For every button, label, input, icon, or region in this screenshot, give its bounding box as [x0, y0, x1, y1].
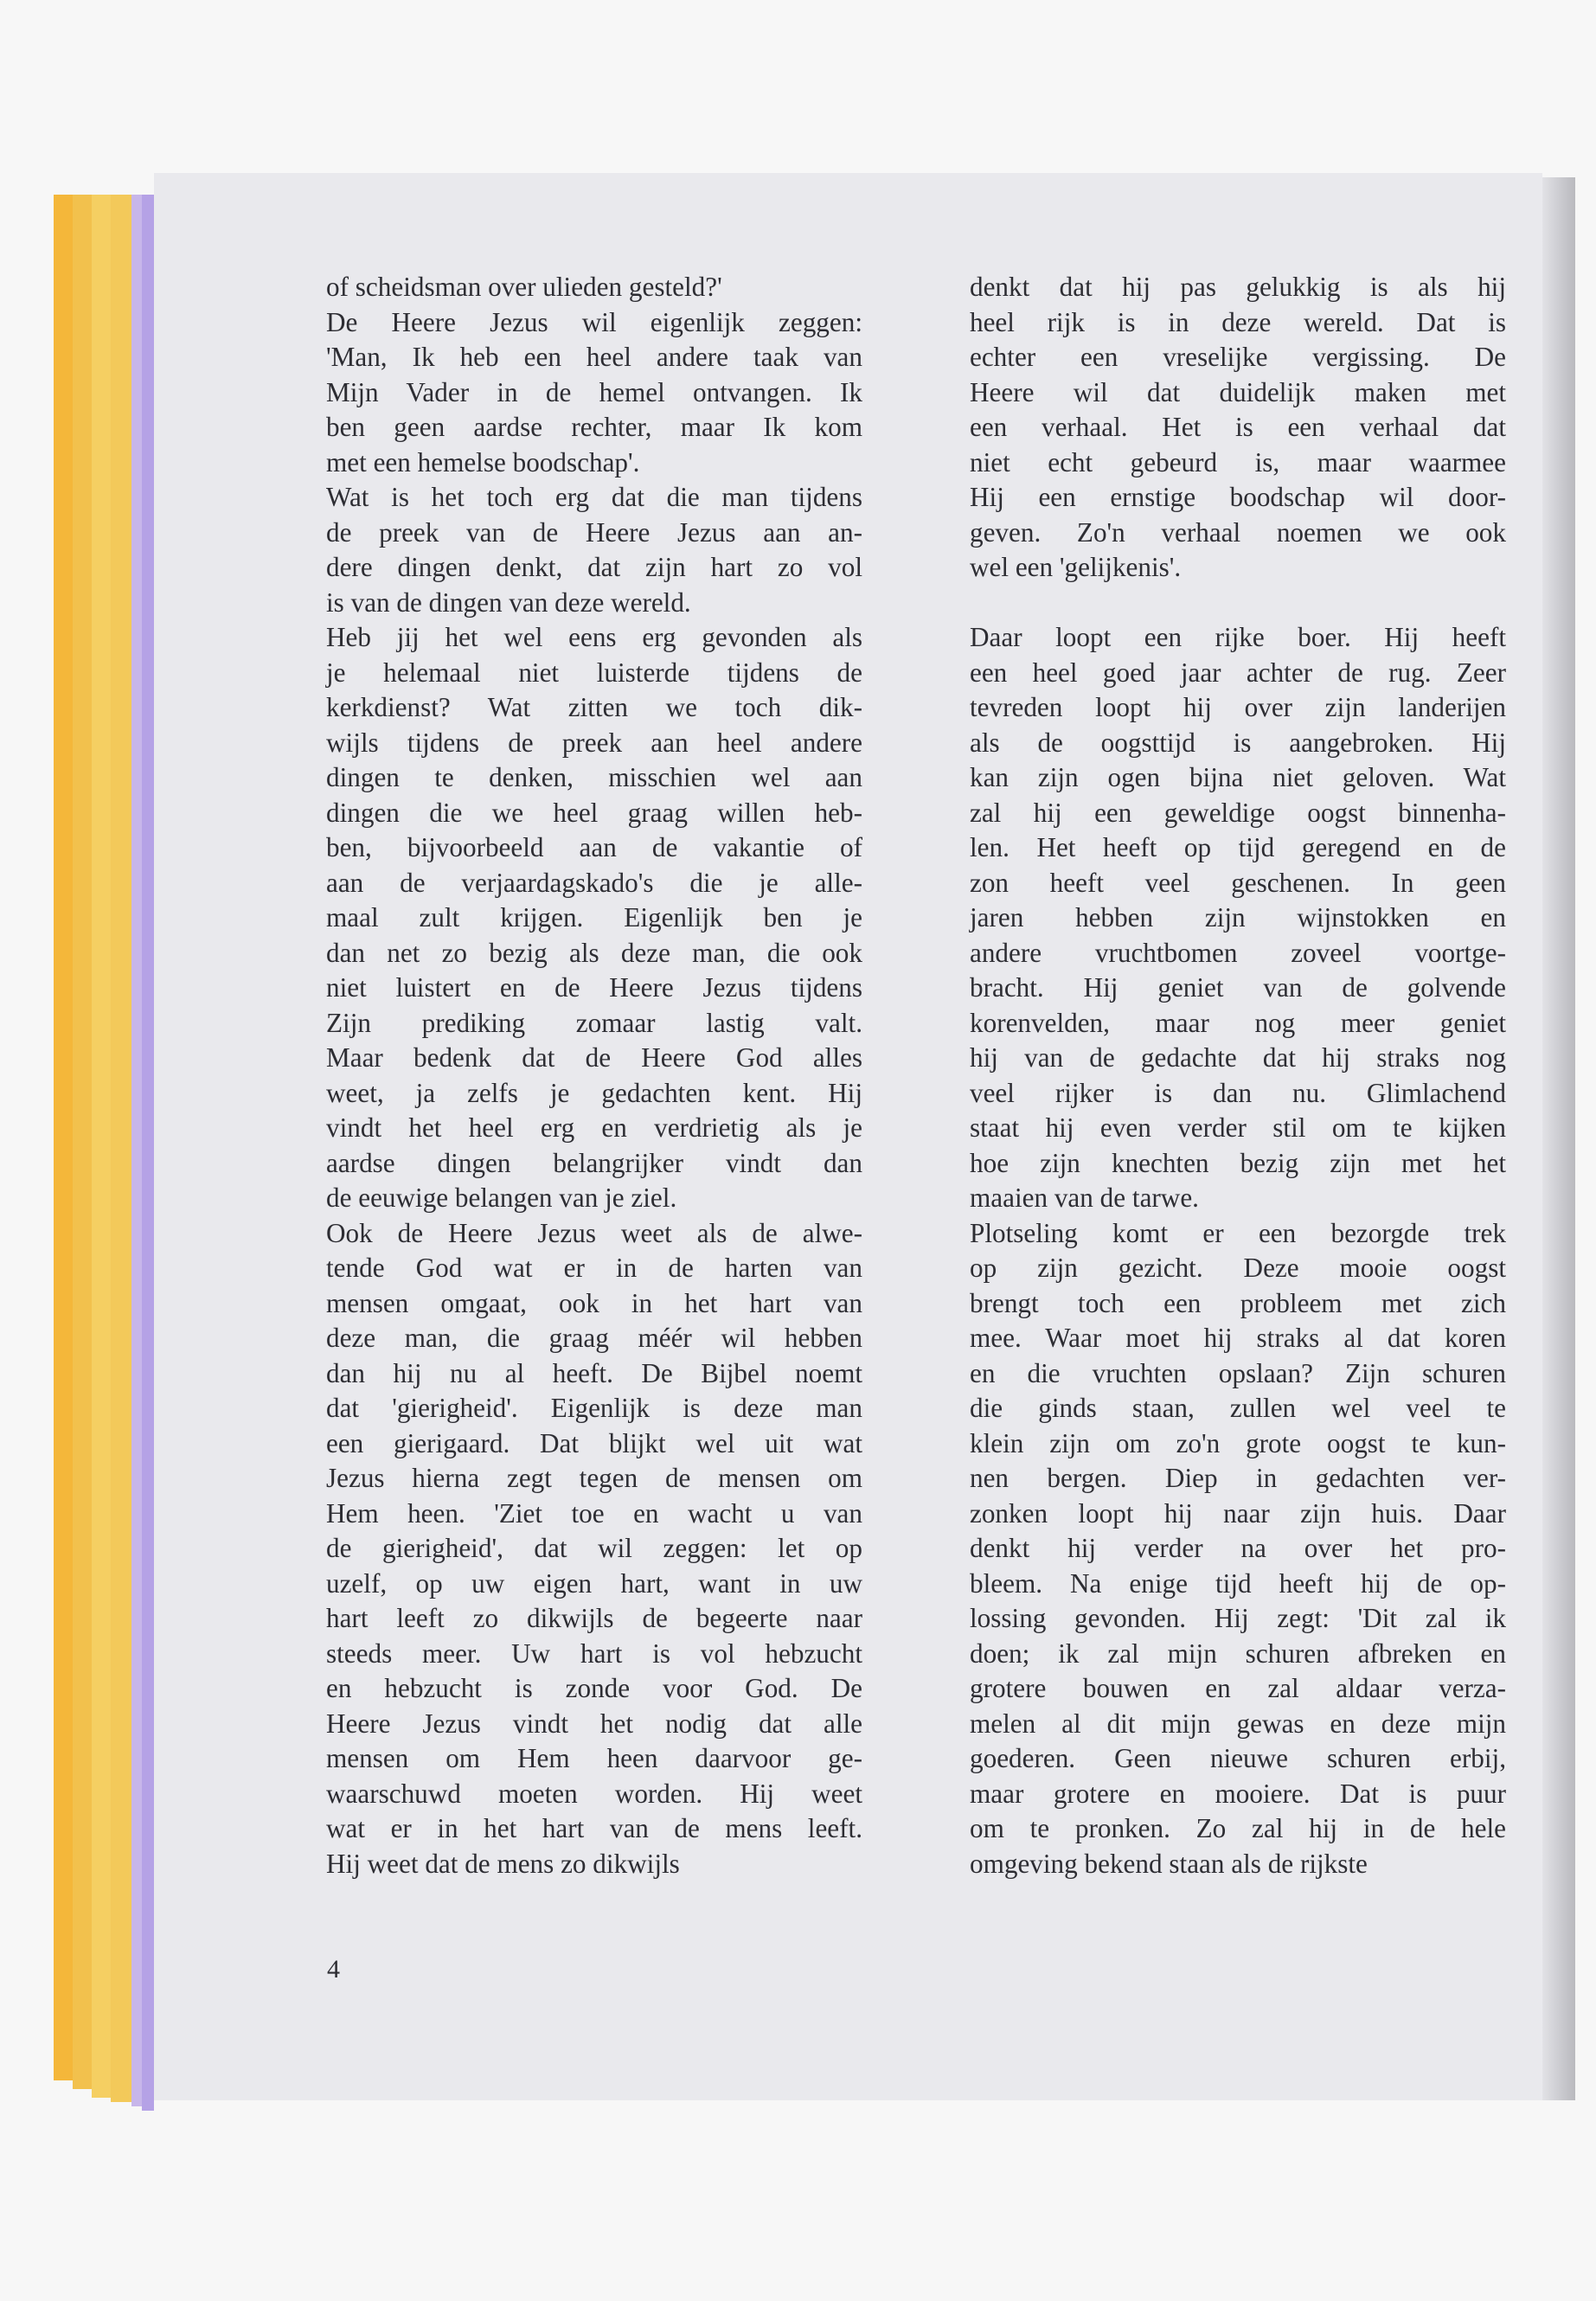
text-line: Daar loopt een rijke boer. Hij heeft [970, 622, 1506, 652]
text-line: mensen omgaat, ook in het hart van [326, 1287, 862, 1318]
text-line: lossing gevonden. Hij zegt: 'Dit zal ik [970, 1603, 1506, 1633]
text-line: veel rijker is dan nu. Glimlachend [970, 1077, 1506, 1108]
text-line: denkt hij verder na over het pro- [970, 1533, 1506, 1563]
text-line: zonken loopt hij naar zijn huis. Daar [970, 1497, 1506, 1529]
page-number: 4 [327, 1955, 340, 1984]
text-line: Jezus hierna zegt tegen de mensen om [326, 1463, 862, 1493]
text-line: dingen te denken, misschien wel aan [326, 762, 862, 792]
text-line: Wat is het toch erg dat die man tijdens [326, 482, 862, 512]
text-line: dat 'gierigheid'. Eigenlijk is deze man [326, 1393, 862, 1423]
left-text-column [326, 270, 862, 1881]
text-line: 'Man, Ik heb een heel andere taak van [326, 342, 862, 372]
text-line: uzelf, op uw eigen hart, want in uw [326, 1567, 862, 1599]
text-line: hart leeft zo dikwijls de begeerte naar [326, 1603, 862, 1633]
text-line: echter een vreselijke vergissing. De [970, 342, 1506, 372]
text-line: melen al dit mijn gewas en deze mijn [970, 1708, 1506, 1739]
text-line: steeds meer. Uw hart is vol hebzucht [326, 1638, 862, 1669]
text-line: hoe zijn knechten bezig zijn met het [970, 1147, 1506, 1178]
text-line: en die vruchten opslaan? Zijn schuren [970, 1357, 1506, 1388]
text-line: tevreden loopt hij over zijn landerijen [970, 692, 1506, 722]
text-line: dan hij nu al heeft. De Bijbel noemt [326, 1357, 862, 1388]
text-line: kerkdienst? Wat zitten we toch dik- [326, 692, 862, 722]
text-line: Hij een ernstige boodschap wil door- [970, 482, 1506, 512]
text-line: klein zijn om zo'n grote oogst te kun- [970, 1427, 1506, 1458]
text-line: mee. Waar moet hij straks al dat koren [970, 1323, 1506, 1353]
text-line: die ginds staan, zullen wel veel te [970, 1393, 1506, 1423]
text-line: wijls tijdens de preek aan heel andere [326, 727, 862, 758]
text-line: op zijn gezicht. Deze mooie oogst [970, 1253, 1506, 1283]
text-line: niet luistert en de Heere Jezus tijdens [326, 972, 862, 1003]
text-line: Mijn Vader in de hemel ontvangen. Ik [326, 376, 862, 407]
text-line: len. Het heeft op tijd geregend en de [970, 832, 1506, 862]
text-line: maar grotere en mooiere. Dat is puur [970, 1778, 1506, 1809]
text-line: maaien van de tarwe. [970, 1183, 1199, 1213]
text-line: grotere bouwen en zal aldaar verza- [970, 1673, 1506, 1703]
text-line: Hij weet dat de mens zo dikwijls [326, 1848, 680, 1879]
text-line: aardse dingen belangrijker vindt dan [326, 1147, 862, 1178]
text-line: de gierigheid', dat wil zeggen: let op [326, 1533, 862, 1563]
text-line: een heel goed jaar achter de rug. Zeer [970, 657, 1506, 688]
text-line: zon heeft veel geschenen. In geen [970, 867, 1506, 898]
text-line: de preek van de Heere Jezus aan an- [326, 516, 862, 548]
text-line: brengt toch een probleem met zich [970, 1287, 1506, 1318]
page-edge-strip [92, 195, 111, 2098]
text-line: geven. Zo'n verhaal noemen we ook [970, 516, 1506, 548]
text-line: zal hij een geweldige oogst binnenha- [970, 797, 1506, 828]
page-edge-strip [142, 195, 154, 2111]
text-line: waarschuwd moeten worden. Hij weet [326, 1778, 862, 1809]
text-line: Zijn prediking zomaar lastig valt. [326, 1007, 862, 1038]
text-line: weet, ja zelfs je gedachten kent. Hij [326, 1077, 862, 1108]
text-line: andere vruchtbomen zoveel voortge- [970, 937, 1506, 968]
text-line: of scheidsman over ulieden gesteld?' [326, 272, 722, 302]
text-line: om te pronken. Zo zal hij in de hele [970, 1813, 1506, 1843]
text-line: mensen om Hem heen daarvoor ge- [326, 1743, 862, 1773]
text-line: met een hemelse boodschap'. [326, 446, 640, 478]
page-edge-strip [111, 195, 131, 2102]
text-line: heel rijk is in deze wereld. Dat is [970, 306, 1506, 337]
text-line: wel een 'gelijkenis'. [970, 552, 1182, 582]
text-line: nen bergen. Diep in gedachten ver- [970, 1463, 1506, 1493]
text-line: bracht. Hij geniet van de golvende [970, 972, 1506, 1003]
text-line: wat er in het hart van de mens leeft. [326, 1813, 862, 1843]
text-line: Heere wil dat duidelijk maken met [970, 376, 1506, 407]
text-line: niet echt gebeurd is, maar waarmee [970, 446, 1506, 478]
right-text-column [970, 270, 1506, 1881]
text-line: je helemaal niet luisterde tijdens de [326, 657, 862, 688]
text-line: Plotseling komt er een bezorgde trek [970, 1217, 1506, 1248]
text-line: als de oogsttijd is aangebroken. Hij [970, 727, 1506, 758]
text-line: vindt het heel erg en verdrietig als je [326, 1112, 862, 1143]
text-line: jaren hebben zijn wijnstokken en [970, 902, 1506, 933]
text-line: Hem heen. 'Ziet toe en wacht u van [326, 1497, 862, 1529]
text-line: Ook de Heere Jezus weet als de alwe- [326, 1217, 862, 1248]
text-line: Heere Jezus vindt het nodig dat alle [326, 1708, 862, 1739]
text-line: dingen die we heel graag willen heb- [326, 797, 862, 828]
text-line: ben geen aardse rechter, maar Ik kom [326, 412, 862, 442]
text-line: dere dingen denkt, dat zijn hart zo vol [326, 552, 862, 582]
page-edge-strip [54, 195, 73, 2080]
text-line: maal zult krijgen. Eigenlijk ben je [326, 902, 862, 933]
text-line: hij van de gedachte dat hij straks nog [970, 1042, 1506, 1073]
page-fold-shadow [1542, 177, 1575, 2100]
text-line: korenvelden, maar nog meer geniet [970, 1007, 1506, 1038]
text-line: staat hij even verder stil om te kijken [970, 1112, 1506, 1143]
text-line: Heb jij het wel eens erg gevonden als [326, 622, 862, 652]
text-line: tende God wat er in de harten van [326, 1253, 862, 1283]
text-line: ben, bijvoorbeeld aan de vakantie of [326, 832, 862, 862]
text-line: dan net zo bezig als deze man, die ook [326, 937, 862, 968]
text-line: een verhaal. Het is een verhaal dat [970, 412, 1506, 442]
text-line: goederen. Geen nieuwe schuren erbij, [970, 1743, 1506, 1773]
page-edge-strip [73, 195, 92, 2089]
text-line: en hebzucht is zonde voor God. De [326, 1673, 862, 1703]
text-line: doen; ik zal mijn schuren afbreken en [970, 1638, 1506, 1669]
text-line: Maar bedenk dat de Heere God alles [326, 1042, 862, 1073]
text-line: is van de dingen van deze wereld. [326, 586, 691, 618]
text-line: deze man, die graag méér wil hebben [326, 1323, 862, 1353]
page-edge-strip [131, 195, 142, 2106]
text-line: de eeuwige belangen van je ziel. [326, 1183, 677, 1213]
text-line: kan zijn ogen bijna niet geloven. Wat [970, 762, 1506, 792]
text-line: denkt dat hij pas gelukkig is als hij [970, 272, 1506, 302]
text-line: bleem. Na enige tijd heeft hij de op- [970, 1567, 1506, 1599]
text-line: omgeving bekend staan als de rijkste [970, 1848, 1368, 1879]
text-line: aan de verjaardagskado's die je alle- [326, 867, 862, 898]
text-line: een gierigaard. Dat blijkt wel uit wat [326, 1427, 862, 1458]
text-line: De Heere Jezus wil eigenlijk zeggen: [326, 306, 862, 337]
paragraph-gap [970, 586, 1506, 621]
